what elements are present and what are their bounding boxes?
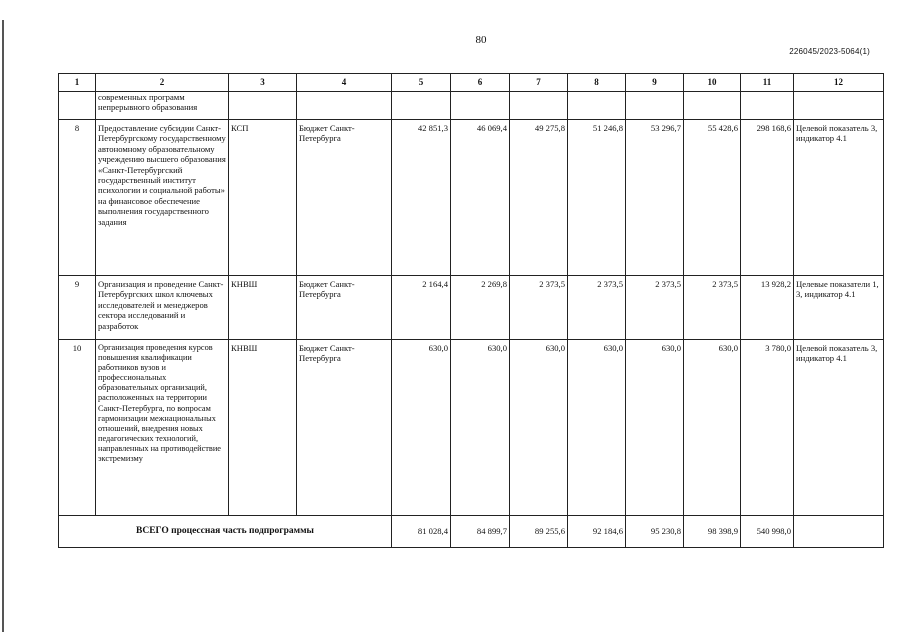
value-cell: 630,0 — [510, 340, 568, 516]
activity-name: Предоставление субсидии Санкт-Петербургскому государственному автономному образовательному учреждению высшего образования «Санкт-Петербургский государственный институт психологии и социальной работы» на финансовое обеспечение выполнения государственного задания — [96, 120, 229, 276]
value-cell: 630,0 — [626, 340, 684, 516]
total-cell: 89 255,6 — [510, 516, 568, 548]
column-header: 10 — [684, 74, 741, 92]
funding-source: Бюджет Санкт-Петербурга — [297, 340, 392, 516]
value-cell: 630,0 — [451, 340, 510, 516]
executor: КСП — [229, 120, 297, 276]
value-cell: 42 851,3 — [392, 120, 451, 276]
total-label: ВСЕГО процессная часть подпрограммы — [59, 516, 392, 548]
column-header: 6 — [451, 74, 510, 92]
funding-source: Бюджет Санкт-Петербурга — [297, 120, 392, 276]
column-header: 8 — [568, 74, 626, 92]
activity-name: Организация проведения курсов повышения квалификации работников вузов и профессиональных образовательных организаций, расположенных на территории Санкт-Петербурга, по вопросам гармонизации межнациональных отношений, внедрения новых педагогических технологий, направленных на противодействие экстремизму — [96, 340, 229, 516]
column-header: 11 — [741, 74, 794, 92]
total-cell: 98 398,9 — [684, 516, 741, 548]
value-cell: 55 428,6 — [684, 120, 741, 276]
value-cell: 2 373,5 — [568, 276, 626, 340]
indicator: Целевые показатели 1, 3, индикатор 4.1 — [794, 276, 884, 340]
executor: КНВШ — [229, 340, 297, 516]
total-cell: 95 230,8 — [626, 516, 684, 548]
column-header: 1 — [59, 74, 96, 92]
page-edge-line — [2, 20, 4, 632]
executor: КНВШ — [229, 276, 297, 340]
column-header: 5 — [392, 74, 451, 92]
page-number: 80 — [475, 34, 487, 46]
empty-cell — [794, 516, 884, 548]
column-header: 12 — [794, 74, 884, 92]
column-header: 2 — [96, 74, 229, 92]
row-number: 10 — [59, 340, 96, 516]
total-row — [59, 516, 884, 548]
row-number: 8 — [59, 120, 96, 276]
value-cell: 630,0 — [684, 340, 741, 516]
activity-name: Организация и проведение Санкт-Петербургских школ ключевых исследователей и менеджеров сектора исследований и разработок — [96, 276, 229, 340]
total-value-cell: 3 780,0 — [741, 340, 794, 516]
grand-total-cell: 540 998,0 — [741, 516, 794, 548]
indicator: Целевой показатель 3, индикатор 4.1 — [794, 340, 884, 516]
value-cell: 630,0 — [568, 340, 626, 516]
value-cell: 2 373,5 — [626, 276, 684, 340]
column-header: 3 — [229, 74, 297, 92]
document-reference: 226045/2023-5064(1) — [789, 47, 870, 56]
total-value-cell: 298 168,6 — [741, 120, 794, 276]
table-header-row — [59, 74, 884, 92]
budget-table — [58, 73, 884, 548]
total-cell: 81 028,4 — [392, 516, 451, 548]
value-cell: 46 069,4 — [451, 120, 510, 276]
table-row — [59, 276, 884, 340]
funding-source: Бюджет Санкт-Петербурга — [297, 276, 392, 340]
total-value-cell: 13 928,2 — [741, 276, 794, 340]
continuation-row — [59, 92, 884, 120]
value-cell: 2 373,5 — [684, 276, 741, 340]
column-header: 7 — [510, 74, 568, 92]
total-cell: 92 184,6 — [568, 516, 626, 548]
table-row — [59, 120, 884, 276]
value-cell: 2 373,5 — [510, 276, 568, 340]
column-header: 9 — [626, 74, 684, 92]
total-cell: 84 899,7 — [451, 516, 510, 548]
column-header: 4 — [297, 74, 392, 92]
value-cell: 49 275,8 — [510, 120, 568, 276]
value-cell: 2 164,4 — [392, 276, 451, 340]
continuation-text: современных программ непрерывного образования — [96, 92, 229, 120]
value-cell: 2 269,8 — [451, 276, 510, 340]
value-cell: 630,0 — [392, 340, 451, 516]
row-number: 9 — [59, 276, 96, 340]
value-cell: 53 296,7 — [626, 120, 684, 276]
indicator: Целевой показатель 3, индикатор 4.1 — [794, 120, 884, 276]
table-row — [59, 340, 884, 516]
value-cell: 51 246,8 — [568, 120, 626, 276]
